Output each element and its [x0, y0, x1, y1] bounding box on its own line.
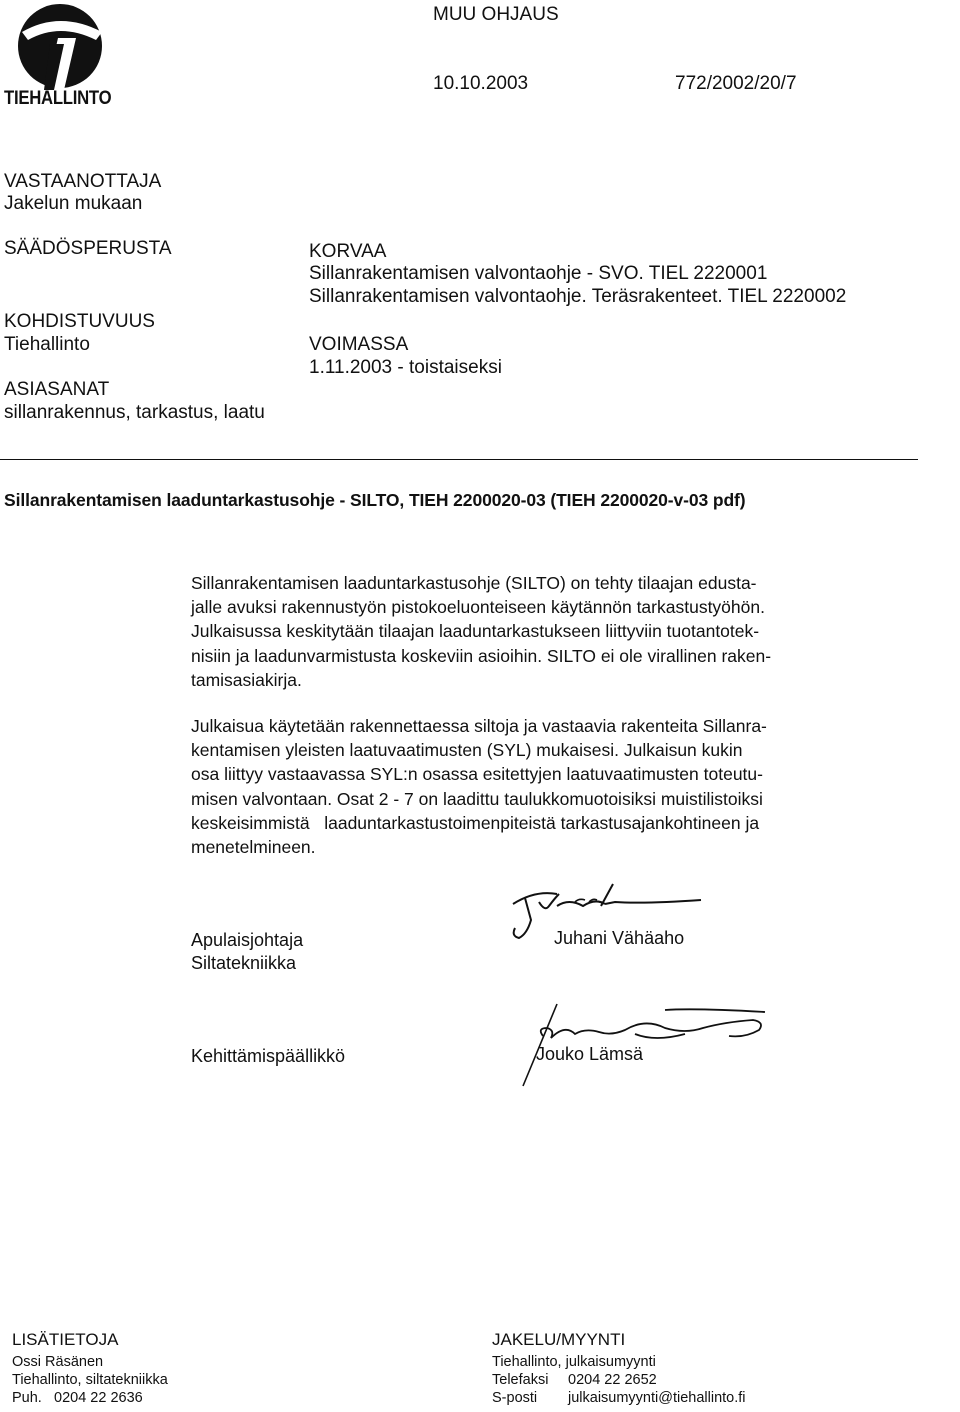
distribution-name: Tiehallinto, julkaisumyynti — [492, 1354, 656, 1370]
signer-1-title: Apulaisjohtaja — [191, 930, 304, 950]
basis-label: SÄÄDÖSPERUSTA — [4, 238, 172, 259]
para2-line: Julkaisua käytetään rakennettaessa siltoja ja vastaavia rakenteita Sillanra- — [191, 716, 767, 736]
keywords-value: sillanrakennus, tarkastus, laatu — [4, 402, 265, 423]
distribution-email-label: S-posti — [492, 1390, 538, 1406]
para2-line: kentamisen yleisten laatuvaatimusten (SYL) mukaisesi. Julkaisun kukin — [191, 740, 743, 761]
header-separator — [0, 459, 918, 460]
signer-2-title: Kehittämispäällikkö — [191, 1046, 346, 1066]
valid-value: 1.11.2003 - toistaiseksi — [309, 357, 502, 378]
para1-line: nisiin ja laadunvarmistusta koskeviin asioihin. SILTO ei ole virallinen raken- — [191, 645, 772, 666]
para2-line: keskeisimmistä laaduntarkastustoimenpiteistä tarkastusajankohtineen ja — [191, 812, 760, 833]
info-phone-label: Puh. — [12, 1390, 42, 1406]
logo-text: TIEHALLINTO — [4, 88, 112, 109]
recipient-value: Jakelun mukaan — [4, 193, 143, 214]
info-contact-name: Ossi Räsänen — [12, 1354, 104, 1370]
distribution-fax: 0204 22 2652 — [568, 1372, 657, 1388]
keywords-label: ASIASANAT — [4, 379, 110, 400]
info-contact-dept: Tiehallinto, siltatekniikka — [12, 1372, 168, 1388]
scope-label: KOHDISTUVUUS — [4, 311, 155, 332]
distribution-fax-label: Telefaksi — [492, 1372, 549, 1388]
distribution-label: JAKELU/MYYNTI — [492, 1330, 626, 1349]
distribution-email[interactable]: julkaisumyynti@tiehallinto.fi — [568, 1390, 746, 1406]
replaces-line-2: Sillanrakentamisen valvontaohje. Teräsrakenteet. TIEL 2220002 — [309, 286, 847, 307]
info-label: LISÄTIETOJA — [12, 1330, 119, 1349]
para1-line: Julkaisussa keskitytään tilaajan laaduntarkastukseen liittyviin tuotantotek- — [191, 621, 760, 642]
replaces-line-1: Sillanrakentamisen valvontaohje - SVO. TIEL 2220001 — [309, 263, 768, 284]
document-type: MUU OHJAUS — [433, 4, 559, 25]
para1-line: Sillanrakentamisen laaduntarkastusohje (SILTO) on tehty tilaajan edusta- — [191, 573, 757, 593]
info-phone: 0204 22 2636 — [54, 1390, 143, 1406]
para2-line: menetelmineen. — [191, 837, 316, 858]
reference-number: 772/2002/20/7 — [675, 73, 797, 94]
document-date: 10.10.2003 — [433, 73, 529, 94]
para2-line: misen valvontaan. Osat 2 - 7 on laadittu taulukkomuotoisiksi muistilistoiksi — [191, 788, 763, 809]
body-paragraph-1 — [191, 571, 876, 692]
para2-line: osa liittyy vastaavassa SYL:n osassa esitettyjen laatuvaatimusten toteutu- — [191, 764, 763, 785]
document-title: Sillanrakentamisen laaduntarkastusohje - SILTO, TIEH 2200020-03 (TIEH 2200020-v-03 pdf) — [4, 490, 746, 510]
body-paragraph-2 — [191, 714, 876, 859]
signer-2-name: Jouko Lämsä — [536, 1044, 644, 1064]
signer-1-name: Juhani Vähäaho — [554, 928, 685, 948]
scope-value: Tiehallinto — [4, 334, 90, 355]
replaces-label: KORVAA — [309, 241, 387, 262]
recipient-label: VASTAANOTTAJA — [4, 171, 162, 192]
para1-line: jalle avuksi rakennustyön pistokoeluonteiseen käytännön tarkastustyöhön. — [191, 597, 765, 618]
valid-label: VOIMASSA — [309, 334, 409, 355]
signer-1-department: Siltatekniikka — [191, 953, 297, 973]
para1-line: tamisasiakirja. — [191, 669, 302, 690]
